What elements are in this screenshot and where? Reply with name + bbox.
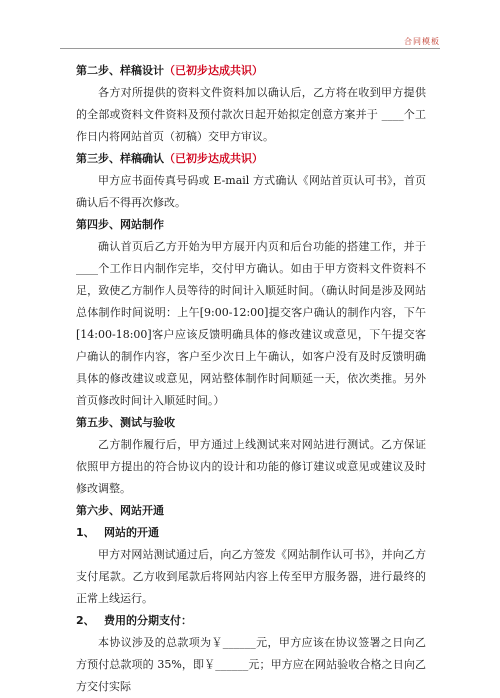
consensus-note: （已初步达成共识）	[164, 64, 263, 77]
document-body	[76, 60, 426, 698]
header-label: 合同模板	[404, 37, 440, 46]
section-heading-step3	[76, 148, 426, 170]
subsection-index: 1、	[76, 526, 95, 539]
subsection-heading-2	[76, 610, 426, 632]
section-heading-step2	[76, 60, 426, 82]
header-rule	[60, 48, 440, 49]
subsection-body-2: 本协议涉及的总款项为￥______元，甲方应该在协议签署之日向乙方预付总款项的 35%，即￥______元；甲方应在网站验收合格之日向乙方交付实际	[76, 636, 426, 693]
subsection-index: 2、	[76, 614, 95, 627]
section-body-step4: 确认首页后乙方开始为甲方展开内页和后台功能的搭建工作，并于____个工作日内制作完毕，交付甲方确认。如由于甲方资料文件资料不足，致使乙方制作人员等待的时间计入顺延时间。（确认时间是涉及网站总体制作时间说明：上午[9:00-12:00]提交客户确认的制作内容，下午[14:00-18:00]客户应该反馈明确具体的修改建议或意见，下午提交客户确认的制作内容，客户至少次日上午确认，如客户没有及时反馈明确具体的修改建议或意见，网站整体制作时间顺延一天，依次类推。另外首页修改时间计入顺延时间。）	[76, 240, 426, 407]
subsection-body-1: 甲方对网站测试通过后，向乙方签发《网站制作认可书》，并向乙方支付尾款。乙方收到尾款后将网站内容上传至甲方服务器，进行最终的正常上线运行。	[76, 548, 426, 605]
section-heading-step5: 第五步、测试与验收	[76, 416, 175, 429]
subsection-heading-1	[76, 522, 426, 544]
section-title: 第二步、样稿设计	[76, 64, 164, 77]
consensus-note: （已初步达成共识）	[164, 152, 263, 165]
section-body-step3: 甲方应书面传真号码或 E-mail 方式确认《网站首页认可书》，首页确认后不得再次修改。	[76, 174, 426, 209]
section-title: 第三步、样稿确认	[76, 152, 164, 165]
subsection-title: 网站的开通	[104, 526, 159, 539]
section-heading-step4: 第四步、网站制作	[76, 218, 164, 231]
section-body-step2: 各方对所提供的资料文件资料加以确认后，乙方将在收到甲方提供的全部或资料文件资料及预付款次日起开始拟定创意方案并于 ____个工作日内将网站首页（初稿）交甲方审议。	[76, 86, 426, 143]
section-body-step5: 乙方制作履行后，甲方通过上线测试来对网站进行测试。乙方保证依照甲方提出的符合协议内的设计和功能的修订建议或意见或建议及时修改调整。	[76, 438, 426, 495]
section-heading-step6: 第六步、网站开通	[76, 504, 164, 517]
subsection-title: 费用的分期支付：	[104, 614, 192, 627]
